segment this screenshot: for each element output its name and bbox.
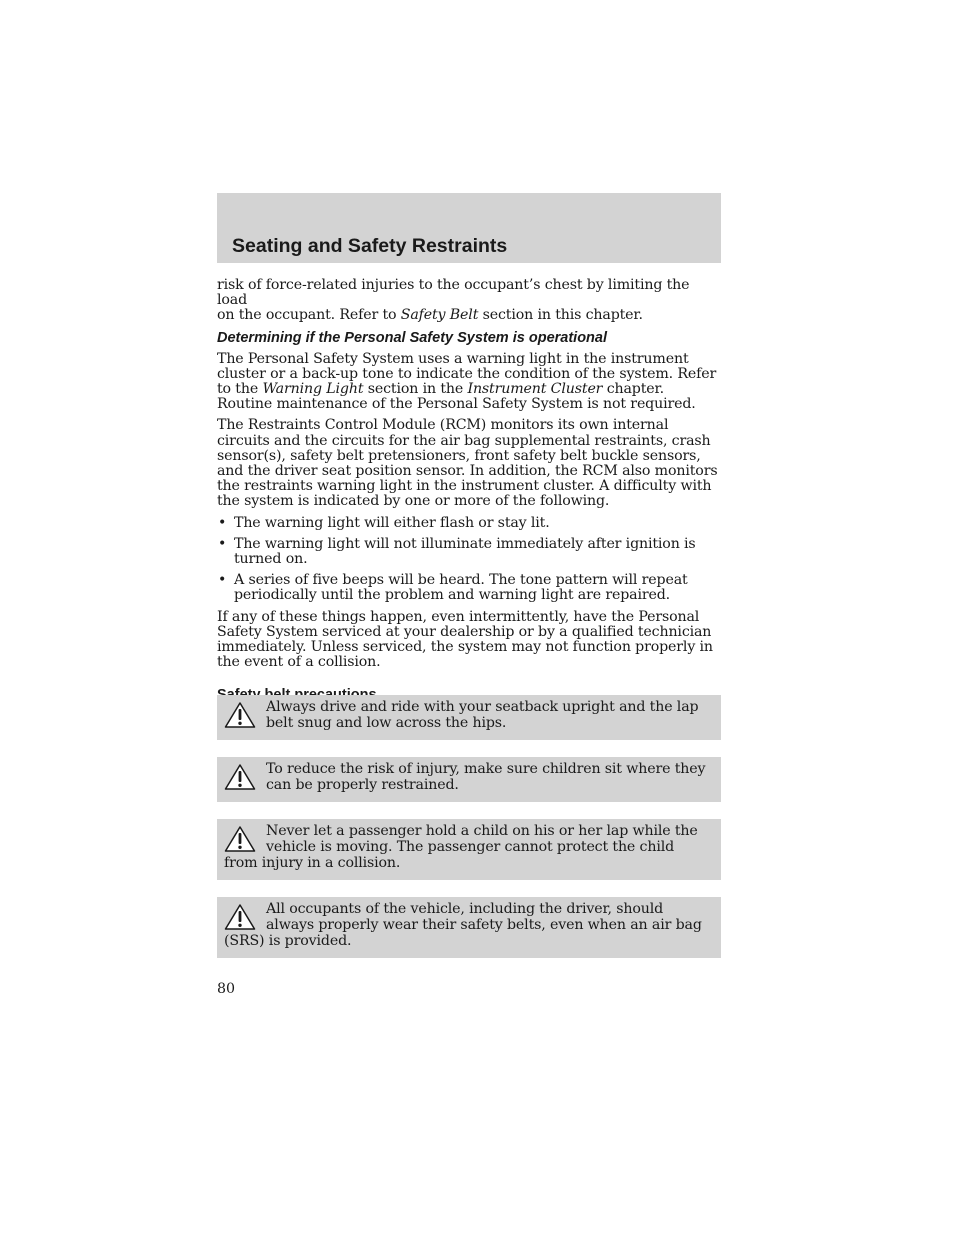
warning-text: Never let a passenger hold a child on his or her lap while the vehicle is moving. The passenger cannot protect the child from injury in a collision.	[224, 823, 698, 871]
warning-box	[217, 819, 721, 880]
paragraph-1-text-a: The Personal Safety System uses a warning light in the instrument cluster or a back-up tone to indicate the condition of the system. Refer to the	[217, 350, 717, 398]
warning-text: All occupants of the vehicle, including the driver, should always properly wear their safety belts, even when an air bag (SRS) is provided.	[224, 901, 702, 949]
section-heading-operational: Determining if the Personal Safety System is operational	[217, 329, 607, 346]
paragraph-1-text-b: section in the	[363, 381, 468, 398]
symptom-list	[217, 516, 721, 604]
page-title: Seating and Safety Restraints	[232, 235, 508, 257]
warning-box	[217, 695, 721, 740]
bullet-dot: •	[218, 535, 227, 552]
warning-triangle-icon	[224, 825, 256, 853]
paragraph-rcm: The Restraints Control Module (RCM) monitors its own internal circuits and the circuits for the air bag supplemental restraints, crash sensor(s), safety belt pretensioners, front safety belt buckle sensors, and the driver seat position sensor. In addition, the RCM also monitors the restraints warning light in the instrument cluster. A difficulty with the system is indicated by one or more of the following.	[217, 417, 718, 510]
warning-box	[217, 757, 721, 802]
warning-text: Always drive and ride with your seatback upright and the lap belt snug and low across the hips.	[266, 699, 699, 731]
intro-line-1: risk of force-related injuries to the occupant’s chest by limiting the load	[217, 277, 690, 309]
warning-triangle-icon	[224, 763, 256, 791]
warning-triangle-icon	[224, 701, 256, 729]
page-number: 80	[217, 981, 236, 997]
list-item	[217, 537, 721, 567]
paragraph-1-text-c: chapter. Routine maintenance of the Personal Safety System is not required.	[217, 381, 696, 413]
list-item-text: The warning light will not illuminate immediately after ignition is turned on.	[234, 535, 696, 568]
warning-triangle-icon	[224, 903, 256, 931]
paragraph-warning-light	[217, 352, 721, 413]
safety-belt-reference: Safety Belt	[400, 307, 479, 324]
instrument-cluster-reference: Instrument Cluster	[467, 381, 603, 398]
list-item-text: The warning light will either flash or stay lit.	[234, 514, 550, 531]
warning-text: To reduce the risk of injury, make sure children sit where they can be properly restrained.	[266, 761, 706, 793]
bullet-dot: •	[218, 514, 227, 531]
paragraph-service: If any of these things happen, even intermittently, have the Personal Safety System serviced at your dealership or by a qualified technician immediately. Unless serviced, the system may not function properly in the event of a collision.	[217, 608, 713, 671]
list-item	[217, 516, 721, 531]
bullet-dot: •	[218, 572, 227, 589]
warning-light-reference: Warning Light	[262, 381, 364, 398]
main-content	[217, 278, 721, 704]
page-header	[217, 193, 721, 263]
intro-line-2a: on the occupant. Refer to	[217, 307, 401, 324]
warning-box	[217, 897, 721, 958]
list-item-text: A series of five beeps will be heard. The tone pattern will repeat periodically until the problem and warning light are repaired.	[234, 572, 688, 604]
list-item	[217, 573, 721, 603]
intro-paragraph	[217, 278, 721, 324]
intro-line-2b: section in this chapter.	[478, 307, 643, 324]
